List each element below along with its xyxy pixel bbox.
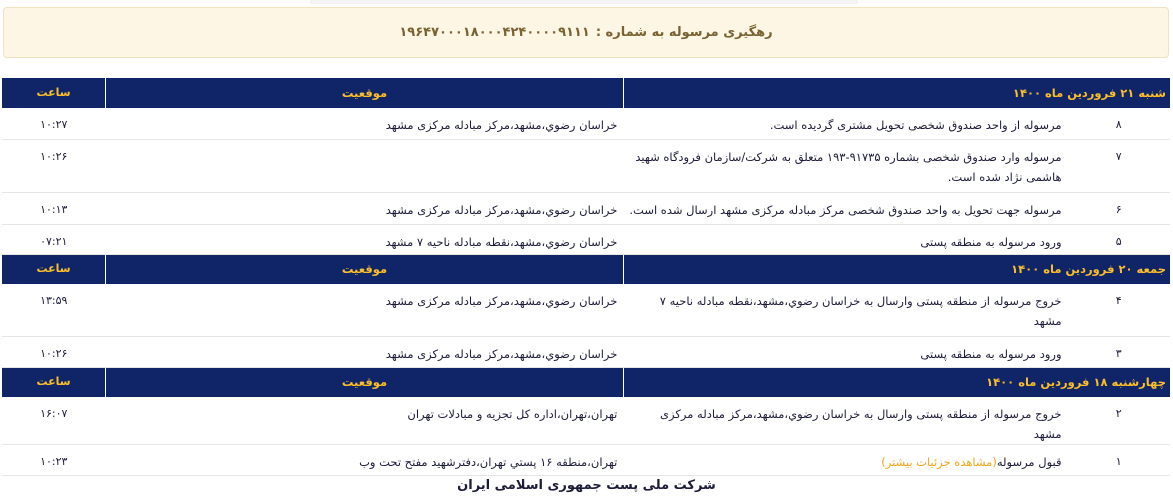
event-description: مرسوله وارد صندوق شخصی بشماره ۹۱۷۳۵-۱۹۳ متعلق به شرکت/سازمان فرودگاه شهید هاشمی نژاد شده است. [623,139,1067,192]
top-divider [310,0,858,4]
event-time: ۱۳:۵۹ [2,284,106,336]
event-time: ۱۰:۲۶ [2,139,106,192]
event-location: تهران،تهران،اداره کل تجزیه و مبادلات تهران [106,397,624,445]
day-date: چهارشنبه ۱۸ فروردین ماه ۱۴۰۰ [623,367,1170,397]
event-index: ۳ [1068,336,1170,367]
event-description: خروج مرسوله از منطقه پستی وارسال به خراسان رضوي،مشهد،نقطه مبادله ناحیه ۷ مشهد [623,284,1067,336]
event-description: مرسوله جهت تحویل به واحد صندوق شخصی مرکز مبادله مرکزی مشهد ارسال شده است. [623,192,1067,224]
event-index: ۴ [1068,284,1170,336]
day-date: شنبه ۲۱ فروردین ماه ۱۴۰۰ [623,78,1170,108]
event-location: خراسان رضوي،مشهد،مرکز مبادله مرکزی مشهد [106,108,624,139]
event-description-cell [623,445,1067,476]
location-column-header: موقعیت [106,254,624,284]
event-description: ورود مرسوله به منطقه پستی [623,336,1067,367]
tracking-title: رهگیری مرسوله به شماره : [595,25,773,40]
event-index: ۷ [1068,139,1170,192]
event-time: ۱۰:۲۶ [2,336,106,367]
footer-company-name: شرکت ملی پست جمهوری اسلامی ایران [457,478,716,493]
event-row [2,139,1170,192]
more-details-link[interactable]: (مشاهده جزئیات بیشتر) [881,455,997,469]
event-index: ۸ [1068,108,1170,139]
event-location: خراسان رضوي،مشهد،نقطه مبادله ناحیه ۷ مشهد [106,224,624,254]
event-description: قبول مرسوله [996,455,1062,469]
day-date: جمعه ۲۰ فروردین ماه ۱۴۰۰ [623,254,1170,284]
tracking-number: ۱۹۶۴۷۰۰۰۱۸۰۰۰۴۲۴۰۰۰۰۹۱۱۱ [399,25,590,40]
event-description: ورود مرسوله به منطقه پستی [623,224,1067,254]
event-time: ۱۶:۰۷ [2,397,106,445]
event-index: ۵ [1068,224,1170,254]
event-location: خراسان رضوي،مشهد،مرکز مبادله مرکزی مشهد [106,336,624,367]
event-index: ۱ [1068,445,1170,476]
event-row [2,108,1170,139]
time-column-header: ساعت [2,254,106,284]
event-row [2,397,1170,445]
event-location: خراسان رضوي،مشهد،مرکز مبادله مرکزی مشهد [106,192,624,224]
day-header-row [2,254,1170,284]
event-time: ۱۰:۲۷ [2,108,106,139]
time-column-header: ساعت [2,367,106,397]
event-time: ۱۰:۱۳ [2,192,106,224]
event-location [106,139,624,192]
event-row [2,445,1170,476]
event-row [2,192,1170,224]
event-index: ۶ [1068,192,1170,224]
location-column-header: موقعیت [106,78,624,108]
event-time: ۱۰:۲۳ [2,445,106,476]
event-row [2,224,1170,254]
event-location: خراسان رضوي،مشهد،مرکز مبادله مرکزی مشهد [106,284,624,336]
day-header-row [2,367,1170,397]
event-row [2,284,1170,336]
location-column-header: موقعیت [106,367,624,397]
time-column-header: ساعت [2,78,106,108]
tracking-header [3,7,1169,58]
event-description: مرسوله از واحد صندوق شخصی تحویل مشتری گردیده است. [623,108,1067,139]
event-index: ۲ [1068,397,1170,445]
day-header-row [2,78,1170,108]
event-row [2,336,1170,367]
event-time: ۰۷:۲۱ [2,224,106,254]
tracking-table [2,78,1170,476]
event-description: خروج مرسوله از منطقه پستی وارسال به خراسان رضوي،مشهد،مرکز مبادله مرکزی مشهد [623,397,1067,445]
event-location: تهران،منطقه ۱۶ پستي تهران،دفترشهید مفتح تحت وب [106,445,624,476]
